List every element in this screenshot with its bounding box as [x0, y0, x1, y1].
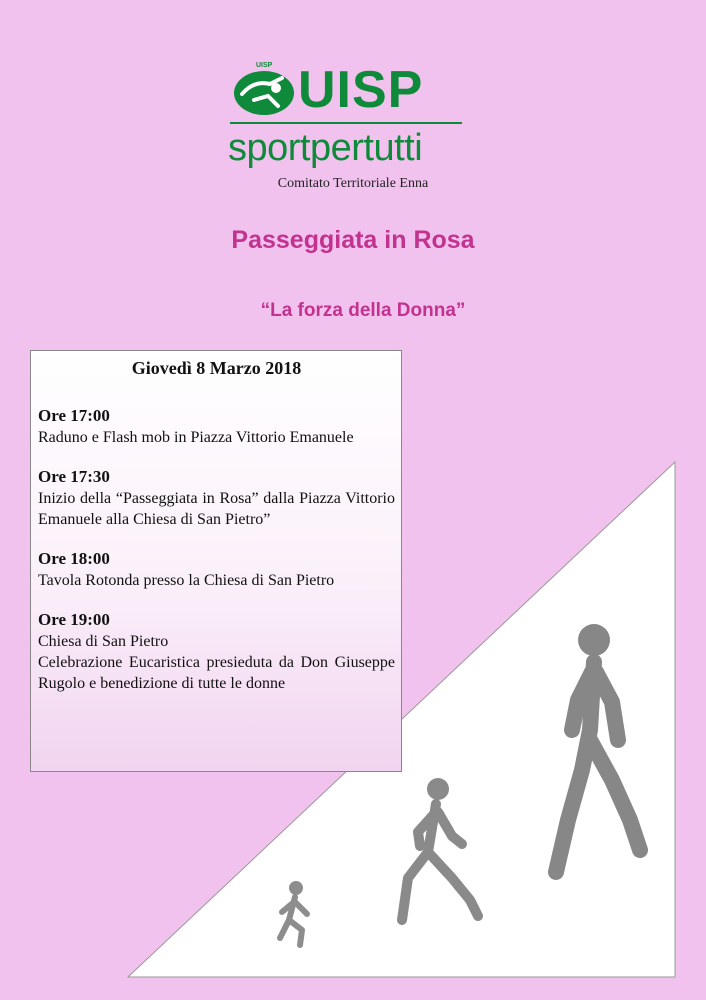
entry-line: Raduno e Flash mob in Piazza Vittorio Emanuele	[38, 429, 354, 446]
logo-brand: UISP	[298, 61, 424, 119]
page-subtitle: “La forza della Donna”	[260, 300, 466, 321]
uisp-logo	[228, 62, 468, 190]
page-title: Passeggiata in Rosa	[231, 226, 475, 254]
entry-time: Ore 17:30	[38, 467, 110, 486]
program-entry	[38, 609, 395, 694]
logo-divider	[230, 122, 462, 124]
entry-line: Inizio della “Passeggiata in Rosa” dalla Piazza Vittorio Emanuele alla Chiesa di San Pietro”	[38, 490, 395, 528]
committee-label: Comitato Territoriale Enna	[277, 176, 429, 191]
entry-time: Ore 17:00	[38, 406, 110, 425]
entry-description	[38, 570, 395, 591]
entry-time: Ore 18:00	[38, 549, 110, 568]
entry-description	[38, 631, 395, 694]
entry-time: Ore 19:00	[38, 610, 110, 629]
entry-line: Celebrazione Eucaristica presieduta da Don Giuseppe Rugolo e benedizione di tutte le donne	[38, 654, 395, 692]
runner-emblem-icon	[230, 66, 298, 116]
emblem-label: UISP	[256, 62, 273, 69]
entry-description	[38, 488, 395, 530]
program-box	[30, 350, 402, 772]
entry-line: Tavola Rotonda presso la Chiesa di San Pietro	[38, 572, 335, 589]
event-date: Giovedì 8 Marzo 2018	[131, 358, 302, 378]
logo-tagline: sportpertutti	[228, 127, 423, 169]
program-entry	[38, 548, 395, 591]
program-entry	[38, 466, 395, 530]
program-entry	[38, 405, 395, 448]
entry-description	[38, 427, 395, 448]
committee-name	[0, 176, 706, 192]
entry-line: Chiesa di San Pietro	[38, 633, 169, 650]
